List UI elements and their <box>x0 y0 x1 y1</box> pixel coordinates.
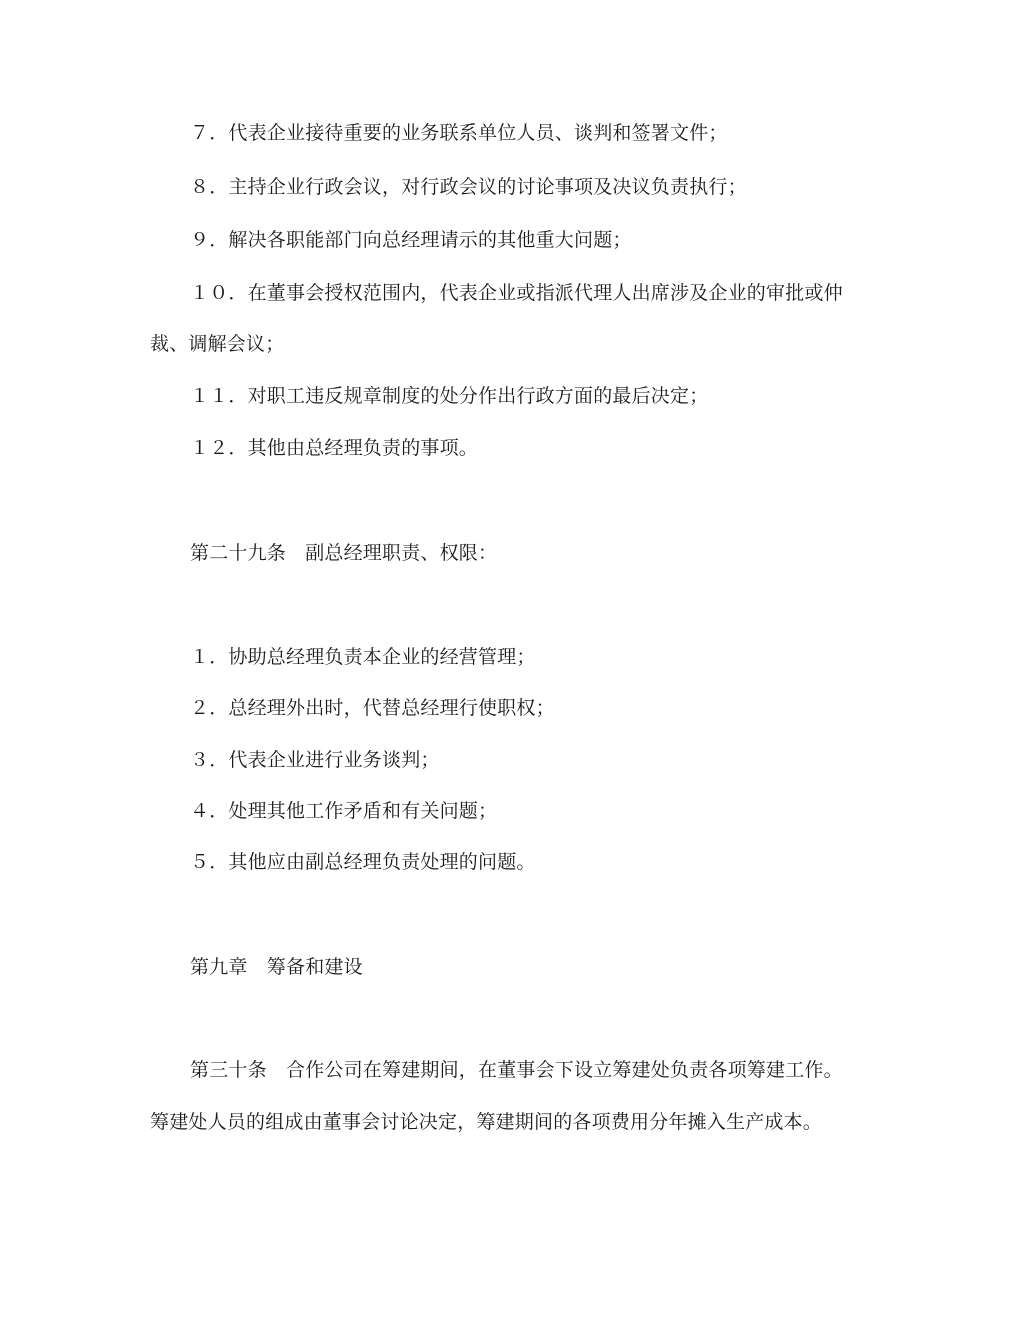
gm-item-8: ８．主持企业行政会议，对行政会议的讨论事项及决议负责执行； <box>190 176 747 198</box>
deputy-item-2: ２．总经理外出时，代替总经理行使职权； <box>190 697 555 719</box>
gm-item-10-continued: 裁、调解会议； <box>150 333 285 355</box>
chapter-9-heading: 第九章 筹备和建设 <box>190 956 363 978</box>
deputy-item-1: １．协助总经理负责本企业的经营管理； <box>190 646 536 668</box>
deputy-item-4: ４．处理其他工作矛盾和有关问题； <box>190 800 498 822</box>
gm-item-10: １０．在董事会授权范围内，代表企业或指派代理人出席涉及企业的审批或仲 <box>190 282 843 304</box>
deputy-item-3: ３．代表企业进行业务谈判； <box>190 749 440 771</box>
article-30-line-1: 第三十条 合作公司在筹建期间，在董事会下设立筹建处负责各项筹建工作。 <box>190 1059 843 1081</box>
gm-item-7: ７．代表企业接待重要的业务联系单位人员、谈判和签署文件； <box>190 122 728 144</box>
gm-item-11: １１．对职工违反规章制度的处分作出行政方面的最后决定； <box>190 385 709 407</box>
deputy-item-5: ５．其他应由副总经理负责处理的问题。 <box>190 851 536 873</box>
article-30-line-2: 筹建处人员的组成由董事会讨论决定，筹建期间的各项费用分年摊入生产成本。 <box>150 1111 823 1133</box>
article-29-heading: 第二十九条 副总经理职责、权限： <box>190 542 498 564</box>
gm-item-12: １２．其他由总经理负责的事项。 <box>190 437 479 459</box>
gm-item-9: ９．解决各职能部门向总经理请示的其他重大问题； <box>190 229 632 251</box>
